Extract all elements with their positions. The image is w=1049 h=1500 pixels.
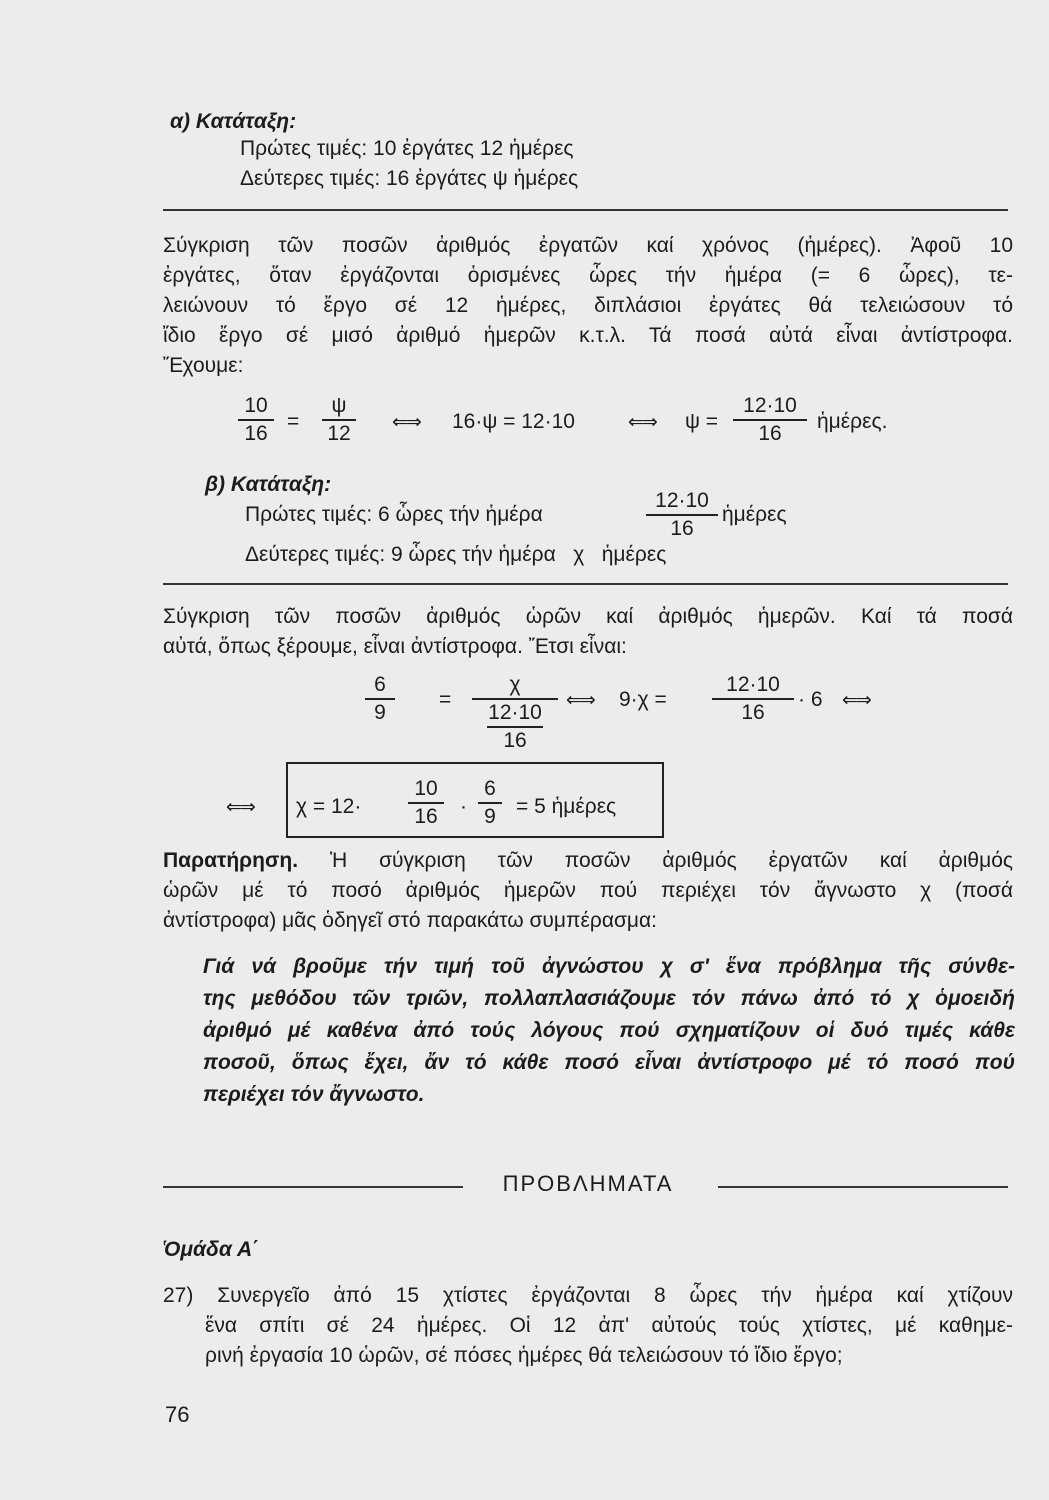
equals-sign: = (287, 410, 300, 433)
paragraph-line: Ἔχουμε: (163, 354, 244, 377)
fraction-120-16-inline (646, 489, 718, 541)
heading-rule-left (163, 1186, 463, 1188)
observation-line-1 (163, 846, 1013, 876)
fraction-bar (322, 419, 356, 421)
psi-equals: ψ = (685, 410, 719, 433)
numerator: 12·10 (743, 394, 797, 417)
fraction-bar (712, 698, 794, 700)
section-b-first-unit: ἡμέρες (722, 503, 787, 526)
rule-line: ἀριθμό μέ καθένα ἀπό τούς λόγους πού σχηματίζουν οἱ δυό τιμές κάθε (203, 1019, 1015, 1042)
divider-b (163, 583, 1008, 585)
denominator: 9 (484, 805, 496, 828)
denominator: 16 (758, 422, 782, 445)
fraction-120-16 (712, 673, 794, 725)
fraction-bar (478, 802, 502, 804)
section-b-paragraph (163, 602, 1013, 662)
equation-middle: 9·χ = (619, 688, 667, 711)
fraction-bar (733, 419, 807, 421)
numerator: ψ (331, 394, 347, 417)
inner-numerator: 12·10 (488, 701, 542, 724)
fraction-6-9 (478, 777, 502, 829)
times-six: · 6 (798, 688, 823, 711)
equals-sign: = (439, 688, 452, 711)
fraction-10-16 (238, 394, 274, 446)
denominator: 16 (741, 701, 765, 724)
fraction-bar (646, 514, 718, 516)
numerator: χ (509, 673, 521, 696)
section-b-second-values: Δεύτερες τιμές: 9 ὧρες τήν ἡμέρα χ ἡμέρες (245, 543, 667, 566)
rule-line: της μεθόδου τῶν τριῶν, πολλαπλασιάζουμε τόν πάνω ἀπό τό χ ὁμοειδή (203, 987, 1015, 1010)
result-value: = 5 ἡμέρες (516, 795, 617, 818)
equation-middle: 16·ψ = 12·10 (452, 410, 575, 433)
iff-arrow: ⇐⇒ (392, 412, 420, 433)
fraction-120-16 (733, 394, 807, 446)
section-b-first-values: Πρώτες τιμές: 6 ὧρες τήν ἡμέρα (245, 503, 543, 526)
iff-arrow: ⇐⇒ (842, 690, 870, 711)
numerator: 10 (414, 777, 438, 800)
problem-line: ρινή ἐργασία 10 ὡρῶν, σέ πόσες ἡμέρες θά τελειώσουν τό ἴδιο ἔργο; (205, 1344, 843, 1367)
problem-line: ἕνα σπίτι σέ 24 ἡμέρες. Οἱ 12 ἀπ' αὐτούς τούς χτίστες, μέ καθημε- (205, 1314, 1013, 1337)
fraction-bar (487, 726, 543, 728)
page-number: 76 (165, 1402, 190, 1427)
paragraph-line: λειώνουν τό ἔργο σέ 12 ἡμέρες, διπλάσιοι ἐργάτες θά τελειώσουν τό (163, 294, 1013, 317)
observation (163, 846, 1013, 936)
rule-statement (203, 951, 1015, 1111)
fraction-bar (408, 802, 444, 804)
paragraph-line: ἴδιο ἔργο σέ μισό ἀριθμό ἡμερῶν κ.τ.λ. Τά ποσά αὐτά εἶναι ἀντίστροφα. (163, 324, 1013, 347)
denominator: 16 (414, 805, 438, 828)
section-b-label: β) Κατάταξη: (205, 473, 332, 496)
paragraph-line: αὐτά, ὅπως ξέρουμε, εἶναι ἀντίστροφα. Ἔτσι εἶναι: (163, 635, 627, 658)
denominator: 12 (327, 422, 351, 445)
problem-27 (163, 1281, 1013, 1371)
paragraph-line: Σύγκριση τῶν ποσῶν ἀριθμός ἐργατῶν καί χρόνος (ἡμέρες). Ἀφοῦ 10 (163, 234, 1013, 257)
iff-arrow: ⇐⇒ (226, 797, 254, 818)
numerator: 12·10 (726, 673, 780, 696)
unit-days: ἡμέρες. (817, 410, 888, 433)
multiply-dot: · (460, 795, 467, 818)
iff-arrow: ⇐⇒ (628, 412, 656, 433)
numerator: 12·10 (655, 489, 709, 512)
denominator: 9 (374, 701, 386, 724)
fraction-6-9 (365, 673, 395, 725)
problems-title: ΠΡΟΒΛΗΜΑΤΑ (502, 1171, 674, 1196)
section-a-label: α) Κατάταξη: (170, 110, 297, 133)
fraction-bar (365, 698, 395, 700)
observation-label: Παρατήρηση. (163, 849, 299, 872)
section-a-paragraph (163, 231, 1013, 381)
fraction-psi-12 (322, 394, 356, 446)
numerator: 6 (374, 673, 386, 696)
compound-fraction (472, 673, 558, 753)
group-label: Ὁμάδα Α΄ (163, 1238, 260, 1261)
denominator: 16 (670, 517, 694, 540)
inner-denominator: 16 (503, 729, 527, 752)
result-start: χ = 12· (296, 795, 362, 818)
problems-heading (163, 1171, 1013, 1201)
section-a-second-values: Δεύτερες τιμές: 16 ἐργάτες ψ ἡμέρες (240, 167, 579, 190)
observation-line: ὡρῶν μέ τό ποσό ἀριθμός ἡμερῶν πού περιέχει τόν ἄγνωστο χ (ποσά (163, 879, 1013, 902)
observation-text: Ἡ σύγκριση τῶν ποσῶν ἀριθμός ἐργατῶν καί ἀριθμός (329, 849, 1013, 872)
problem-line: 27) Συνεργεῖο ἀπό 15 χτίστες ἐργάζονται 8 ὧρες τήν ἡμέρα καί χτίζουν (163, 1284, 1013, 1307)
heading-rule-right (718, 1186, 1008, 1188)
fraction-bar (238, 419, 274, 421)
denominator: 16 (244, 422, 268, 445)
paragraph-line: Σύγκριση τῶν ποσῶν ἀριθμός ὡρῶν καί ἀριθμός ἡμερῶν. Καί τά ποσά (163, 605, 1013, 628)
numerator: 10 (244, 394, 268, 417)
paragraph-line: ἐργάτες, ὅταν ἐργάζονται ὁρισμένες ὧρες τήν ἡμέρα (= 6 ὧρες), τε- (163, 264, 1013, 287)
fraction-bar (472, 698, 558, 700)
rule-line: περιέχει τόν ἄγνωστο. (203, 1083, 425, 1106)
section-a-first-values: Πρώτες τιμές: 10 ἐργάτες 12 ἡμέρες (240, 137, 574, 160)
divider-a (163, 209, 1008, 211)
rule-line: Γιά νά βροῦμε τήν τιμή τοῦ ἀγνώστου χ σ' ἕνα πρόβλημα τῆς σύνθε- (203, 955, 1015, 978)
rule-line: ποσοῦ, ὅπως ἔχει, ἄν τό κάθε ποσό εἶναι ἀντίστροφο μέ τό ποσό πού (203, 1051, 1015, 1074)
iff-arrow: ⇐⇒ (566, 690, 594, 711)
observation-line: ἀντίστροφα) μᾶς ὁδηγεῖ στό παρακάτω συμπέρασμα: (163, 909, 657, 932)
fraction-10-16 (408, 777, 444, 829)
numerator: 6 (484, 777, 496, 800)
